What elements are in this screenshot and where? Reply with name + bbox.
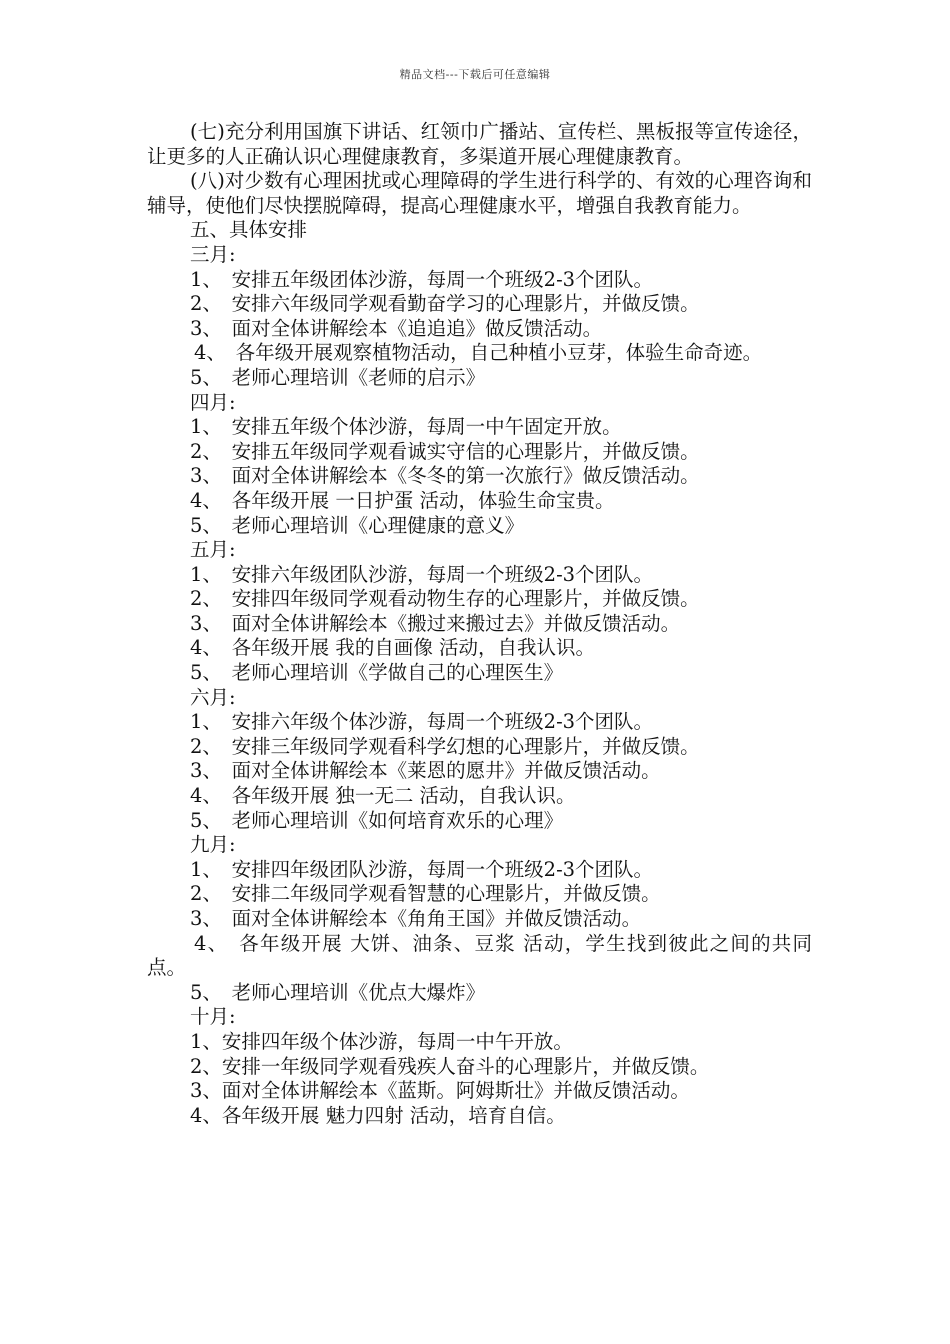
paragraph: 2、 安排六年级同学观看勤奋学习的心理影片，并做反馈。 bbox=[190, 292, 700, 316]
paragraph: 四月: bbox=[190, 390, 236, 414]
paragraph: 1、 安排五年级团体沙游，每周一个班级2-3个团队。 bbox=[190, 267, 654, 291]
paragraph: (七)充分利用国旗下讲话、红领巾广播站、宣传栏、黑板报等宣传途径，让更多的人正确认识心理健康教育，多渠道开展心理健康教育。 bbox=[147, 120, 812, 168]
paragraph: 3、 面对全体讲解绘本《角角王国》并做反馈活动。 bbox=[190, 907, 642, 930]
paragraph: 4、 各年级开展 一日护蛋 活动，体验生命宝贵。 bbox=[190, 488, 615, 512]
paragraph: 3、面对全体讲解绘本《蓝斯。阿姆斯壮》并做反馈活动。 bbox=[190, 1079, 690, 1103]
paragraph: 5、 老师心理培训《优点大爆炸》 bbox=[190, 980, 486, 1004]
paragraph: 2、 安排三年级同学观看科学幻想的心理影片，并做反馈。 bbox=[190, 734, 700, 758]
document-body bbox=[147, 120, 812, 1128]
paragraph: 六月: bbox=[190, 685, 236, 709]
paragraph: 1、 安排六年级个体沙游，每周一个班级2-3个团队。 bbox=[190, 710, 654, 734]
paragraph: 4、 各年级开展 我的自画像 活动，自我认识。 bbox=[190, 636, 596, 660]
paragraph: 五月: bbox=[190, 538, 236, 562]
paragraph: 3、 面对全体讲解绘本《莱恩的愿井》并做反馈活动。 bbox=[190, 759, 661, 783]
paragraph: 1、安排四年级个体沙游，每周一中午开放。 bbox=[190, 1029, 573, 1053]
paragraph: 3、 面对全体讲解绘本《追追追》做反馈活动。 bbox=[190, 316, 603, 340]
paragraph: 2、安排一年级同学观看残疾人奋斗的心理影片，并做反馈。 bbox=[190, 1054, 710, 1078]
paragraph: 十月: bbox=[190, 1005, 236, 1029]
paragraph: 4、 各年级开展 独一无二 活动，自我认识。 bbox=[190, 784, 576, 808]
paragraph: (八)对少数有心理困扰或心理障碍的学生进行科学的、有效的心理咨询和辅导，使他们尽快摆脱障碍，提高心理健康水平，增强自我教育能力。 bbox=[147, 169, 812, 217]
paragraph: 5、 老师心理培训《学做自己的心理医生》 bbox=[190, 661, 564, 685]
paragraph: 五、具体安排 bbox=[190, 218, 308, 242]
paragraph: 5、 老师心理培训《心理健康的意义》 bbox=[190, 513, 525, 537]
paragraph: 5、 老师心理培训《老师的启示》 bbox=[190, 365, 486, 389]
page-header: 精品文档---下载后可任意编辑 bbox=[399, 68, 551, 81]
paragraph: 3、 面对全体讲解绘本《搬过来搬过去》并做反馈活动。 bbox=[190, 611, 681, 635]
paragraph: 1、 安排五年级个体沙游，每周一中午固定开放。 bbox=[190, 415, 622, 439]
paragraph: 4、 各年级开展 大饼、油条、豆浆 活动，学生找到彼此之间的共同点。 bbox=[147, 931, 812, 980]
paragraph: 2、 安排四年级同学观看动物生存的心理影片，并做反馈。 bbox=[190, 587, 700, 611]
paragraph: 1、 安排四年级团队沙游，每周一个班级2-3个团队。 bbox=[190, 857, 654, 881]
paragraph: 2、 安排二年级同学观看智慧的心理影片，并做反馈。 bbox=[190, 882, 661, 906]
paragraph: 2、 安排五年级同学观看诚实守信的心理影片，并做反馈。 bbox=[190, 439, 700, 463]
paragraph: 1、 安排六年级团队沙游，每周一个班级2-3个团队。 bbox=[190, 562, 654, 586]
paragraph: 九月: bbox=[190, 833, 236, 857]
paragraph: 4、各年级开展 魅力四射 活动，培育自信。 bbox=[190, 1103, 566, 1127]
paragraph: 4、 各年级开展观察植物活动，自己种植小豆芽，体验生命奇迹。 bbox=[194, 341, 763, 365]
paragraph: 5、 老师心理培训《如何培育欢乐的心理》 bbox=[190, 808, 564, 832]
paragraph: 3、 面对全体讲解绘本《冬冬的第一次旅行》做反馈活动。 bbox=[190, 464, 700, 488]
paragraph: 三月: bbox=[190, 242, 236, 266]
